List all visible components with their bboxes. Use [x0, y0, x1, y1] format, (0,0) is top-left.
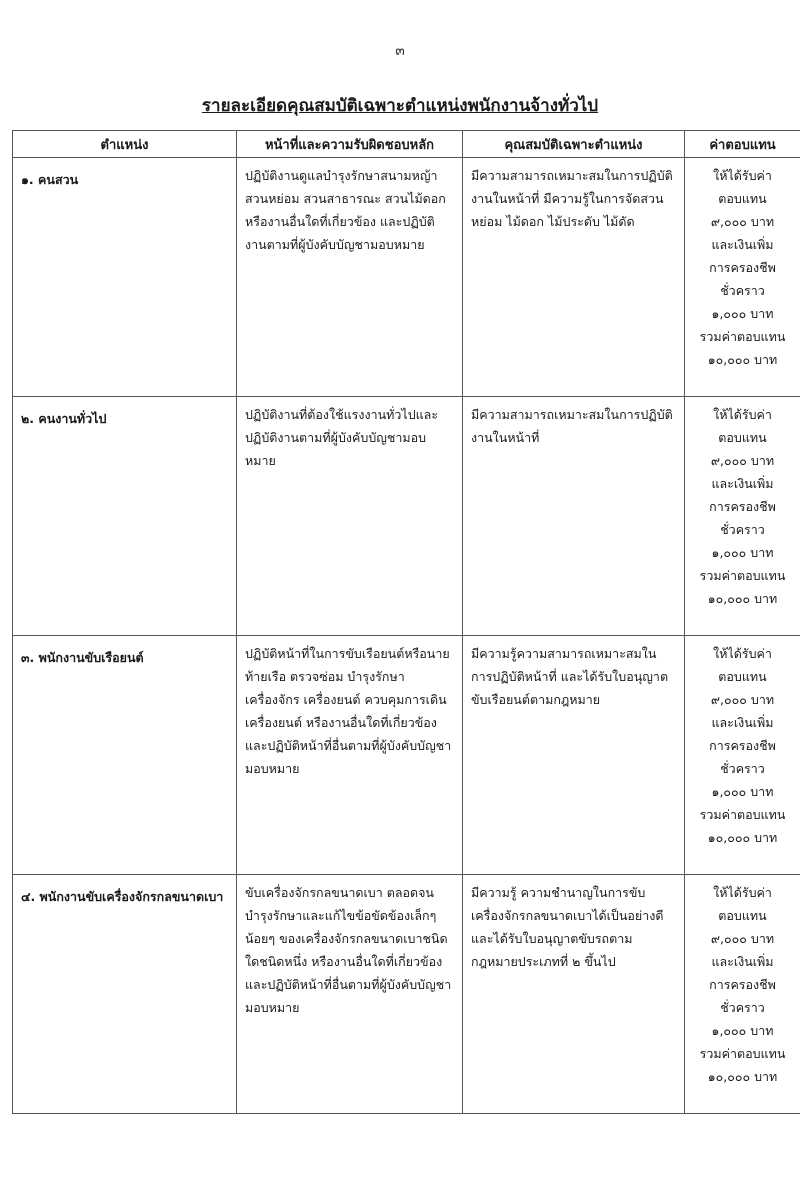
pay-line: รวมค่าตอบแทน	[699, 807, 786, 822]
pay-line: และเงินเพิ่ม	[711, 237, 774, 252]
table-row	[13, 875, 800, 1114]
table-row	[13, 158, 800, 397]
duties-cell: ปฏิบัติงานที่ต้องใช้แรงงานทั่วไปและปฏิบัติงานตามที่ผู้บังคับบัญชามอบหมาย	[237, 397, 463, 636]
table-row	[13, 397, 800, 636]
pay-line: ให้ได้รับค่าตอบแทน	[713, 885, 772, 923]
header-pay: ค่าตอบแทน	[685, 131, 800, 158]
pay-line: และเงินเพิ่ม	[711, 954, 774, 969]
qualifications-cell: มีความรู้ความสามารถเหมาะสมในการปฏิบัติหน้าที่ และได้รับใบอนุญาตขับเรือยนต์ตามกฎหมาย	[463, 636, 685, 875]
pay-line: ให้ได้รับค่าตอบแทน	[713, 407, 772, 445]
position-name: ๑. คนสวน	[13, 158, 237, 397]
pay-cell	[685, 158, 800, 397]
header-position: ตำแหน่ง	[13, 131, 237, 158]
duties-cell: ปฏิบัติงานดูแลบำรุงรักษาสนามหญ้า สวนหย่อม สวนสาธารณะ สวนไม้ดอก หรืองานอื่นใดที่เกี่ยวข้อง และปฏิบัติงานตามที่ผู้บังคับบัญชามอบหมาย	[237, 158, 463, 397]
pay-line: รวมค่าตอบแทน	[699, 568, 786, 583]
pay-line: การครองชีพชั่วคราว	[709, 738, 776, 776]
pay-line: การครองชีพชั่วคราว	[709, 499, 776, 537]
pay-line: ๑๐,๐๐๐ บาท	[707, 352, 778, 367]
pay-line: ๙,๐๐๐ บาท	[710, 692, 775, 707]
pay-line: ๑,๐๐๐ บาท	[711, 306, 774, 321]
pay-line: ให้ได้รับค่าตอบแทน	[713, 646, 772, 684]
pay-cell	[685, 397, 800, 636]
pay-line: และเงินเพิ่ม	[711, 476, 774, 491]
pay-cell	[685, 875, 800, 1114]
qualifications-cell: มีความสามารถเหมาะสมในการปฏิบัติงานในหน้าที่	[463, 397, 685, 636]
duties-cell: ปฏิบัติหน้าที่ในการขับเรือยนต์หรือนายท้ายเรือ ตรวจซ่อม บำรุงรักษาเครื่องจักร เครื่องยนต์ ควบคุมการเดินเครื่องยนต์ หรืองานอื่นใดที่เกี่ยวข้อง และปฏิบัติหน้าที่อื่นตามที่ผู้บังคับบัญชามอบหมาย	[237, 636, 463, 875]
duties-cell: ขับเครื่องจักรกลขนาดเบา ตลอดจนบำรุงรักษาและแก้ไขข้อขัดข้องเล็กๆ น้อยๆ ของเครื่องจักรกลขนาดเบาชนิดใดชนิดหนึ่ง หรืองานอื่นใดที่เกี่ยวข้องและปฏิบัติหน้าที่อื่นตามที่ผู้บังคับบัญชามอบหมาย	[237, 875, 463, 1114]
pay-line: การครองชีพชั่วคราว	[709, 977, 776, 1015]
header-duties: หน้าที่และความรับผิดชอบหลัก	[237, 131, 463, 158]
qualifications-cell: มีความรู้ ความชำนาญในการขับเครื่องจักรกลขนาดเบาได้เป็นอย่างดี และได้รับใบอนุญาตขับรถตามกฎหมายประเภทที่ ๒ ขึ้นไป	[463, 875, 685, 1114]
qualifications-cell: มีความสามารถเหมาะสมในการปฏิบัติงานในหน้าที่ มีความรู้ในการจัดสวนหย่อม ไม้ดอก ไม้ประดับ ไม้ดัด	[463, 158, 685, 397]
table-header-row	[13, 131, 800, 158]
position-name: ๓. พนักงานขับเรือยนต์	[13, 636, 237, 875]
document-title: รายละเอียดคุณสมบัติเฉพาะตำแหน่งพนักงานจ้างทั่วไป	[201, 96, 599, 116]
pay-line: ๑๐,๐๐๐ บาท	[707, 1069, 778, 1084]
pay-line: รวมค่าตอบแทน	[699, 1046, 786, 1061]
pay-line: ให้ได้รับค่าตอบแทน	[713, 168, 772, 206]
pay-line: ๑๐,๐๐๐ บาท	[707, 830, 778, 845]
table-row	[13, 636, 800, 875]
pay-line: ๙,๐๐๐ บาท	[710, 453, 775, 468]
pay-line: ๑๐,๐๐๐ บาท	[707, 591, 778, 606]
pay-line: การครองชีพชั่วคราว	[709, 260, 776, 298]
pay-line: รวมค่าตอบแทน	[699, 329, 786, 344]
page-number: ๓	[395, 43, 405, 59]
pay-line: ๑,๐๐๐ บาท	[711, 784, 774, 799]
pay-line: ๑,๐๐๐ บาท	[711, 1023, 774, 1038]
position-name: ๒. คนงานทั่วไป	[13, 397, 237, 636]
pay-line: และเงินเพิ่ม	[711, 715, 774, 730]
header-qualifications: คุณสมบัติเฉพาะตำแหน่ง	[463, 131, 685, 158]
pay-cell	[685, 636, 800, 875]
position-name: ๔. พนักงานขับเครื่องจักรกลขนาดเบา	[13, 875, 237, 1114]
pay-line: ๑,๐๐๐ บาท	[711, 545, 774, 560]
pay-line: ๙,๐๐๐ บาท	[710, 931, 775, 946]
position-details-table	[12, 130, 800, 1114]
pay-line: ๙,๐๐๐ บาท	[710, 214, 775, 229]
